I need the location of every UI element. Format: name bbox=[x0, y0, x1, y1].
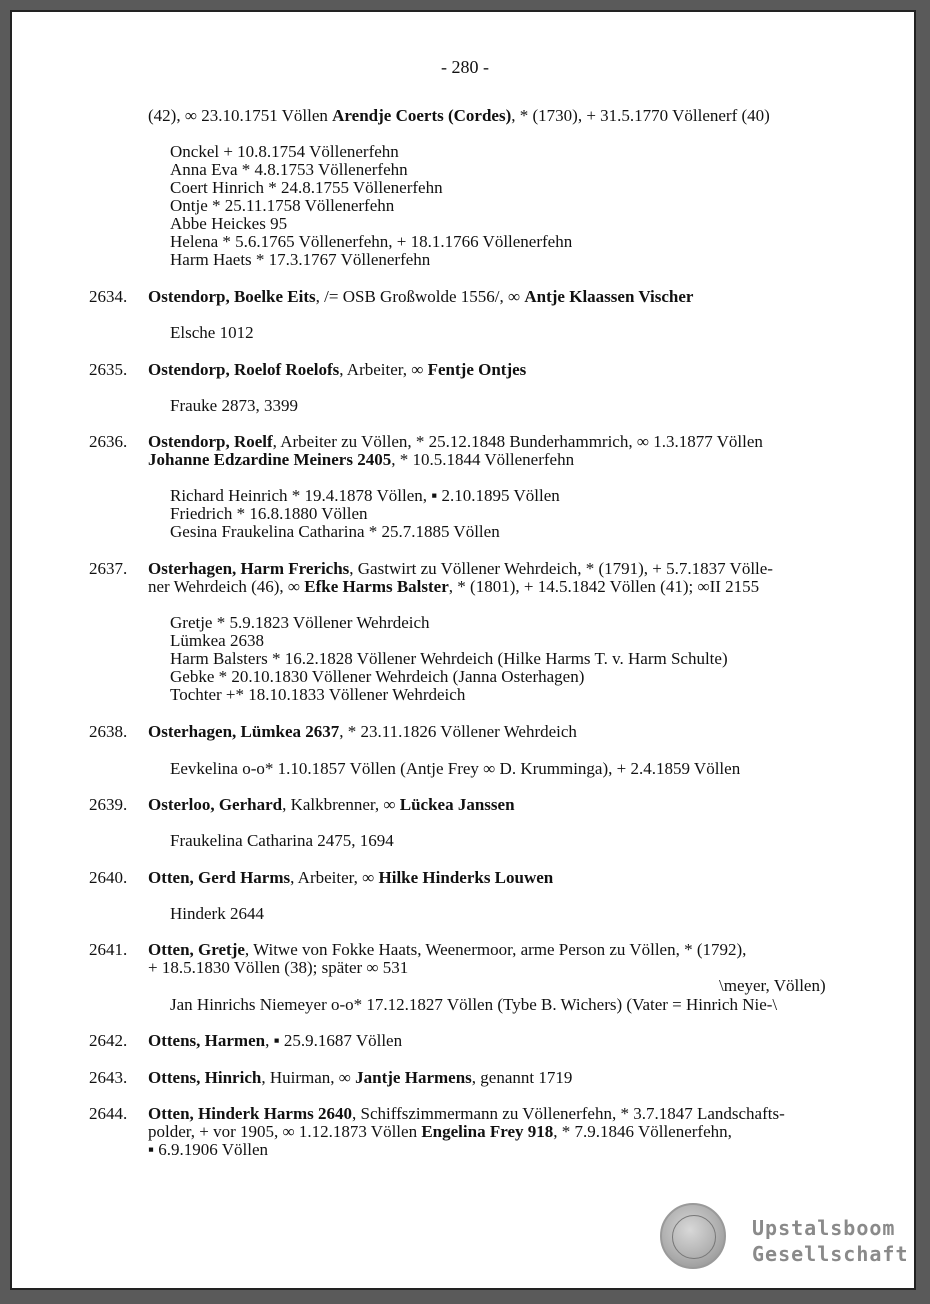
entry-details: , Schiffszimmermann zu Völlenerfehn, * 3.7.1847 Landschafts- bbox=[352, 1104, 785, 1123]
entry-details: , Huirman, ∞ bbox=[261, 1068, 351, 1087]
society-name-line1: Upstalsboom bbox=[752, 1216, 896, 1240]
entry-2644-line2 bbox=[148, 1122, 732, 1141]
entry-2642-line bbox=[148, 1031, 402, 1050]
entry-details: , Arbeiter zu Völlen, * 25.12.1848 Bunderhammrich, ∞ 1.3.1877 Völlen bbox=[272, 432, 763, 451]
entry-2641-line2: + 18.5.1830 Völlen (38); später ∞ 531 bbox=[148, 958, 409, 977]
entry-number: 2634. bbox=[89, 287, 128, 306]
entry-name: Osterloo, Gerhard bbox=[148, 795, 283, 814]
entry-details: polder, + vor 1905, ∞ 1.12.1873 Völlen bbox=[148, 1122, 418, 1141]
entry-2639-line bbox=[148, 795, 515, 814]
entry-name: Ottens, Hinrich bbox=[148, 1068, 262, 1087]
society-name-line2: Gesellschaft bbox=[752, 1242, 909, 1266]
child-entry: Elsche 1012 bbox=[170, 323, 254, 342]
entry-2641-line1 bbox=[148, 940, 746, 959]
spouse-name: Efke Harms Balster bbox=[304, 577, 449, 596]
child-entry: Gebke * 20.10.1830 Völlener Wehrdeich (Janna Osterhagen) bbox=[170, 667, 585, 686]
spouse-name: Lückea Janssen bbox=[399, 795, 515, 814]
child-entry: Harm Balsters * 16.2.1828 Völlener Wehrdeich (Hilke Harms T. v. Harm Schulte) bbox=[170, 649, 728, 668]
child-entry: Richard Heinrich * 19.4.1878 Völlen, ▪ 2.10.1895 Völlen bbox=[170, 486, 560, 505]
entry-name: Ostendorp, Boelke Eits bbox=[148, 287, 316, 306]
spouse-name: Johanne Edzardine Meiners 2405 bbox=[148, 450, 392, 469]
entry-name: Ostendorp, Roelof Roelofs bbox=[148, 360, 340, 379]
spouse-name: Antje Klaassen Vischer bbox=[524, 287, 694, 306]
child-entry: Hinderk 2644 bbox=[170, 904, 264, 923]
child-entry: Tochter +* 18.10.1833 Völlener Wehrdeich bbox=[170, 685, 466, 704]
entry-2640-line bbox=[148, 868, 553, 887]
overflow-continuation: \meyer, Völlen) bbox=[719, 976, 826, 995]
entry-2636-line2 bbox=[148, 450, 574, 469]
entry-details: , /= OSB Großwolde 1556/, ∞ bbox=[315, 287, 521, 306]
child-entry: Ontje * 25.11.1758 Völlenerfehn bbox=[170, 196, 395, 215]
entry-number: 2640. bbox=[89, 868, 128, 887]
entry-number: 2639. bbox=[89, 795, 128, 814]
child-entry: Helena * 5.6.1765 Völlenerfehn, + 18.1.1766 Völlenerfehn bbox=[170, 232, 573, 251]
child-entry: Fraukelina Catharina 2475, 1694 bbox=[170, 831, 394, 850]
entry-name: Osterhagen, Lümkea 2637 bbox=[148, 722, 340, 741]
child-entry: Frauke 2873, 3399 bbox=[170, 396, 298, 415]
entry-name: Ottens, Harmen bbox=[148, 1031, 266, 1050]
entry-number: 2638. bbox=[89, 722, 128, 741]
entry-number: 2642. bbox=[89, 1031, 128, 1050]
child-entry: Harm Haets * 17.3.1767 Völlenerfehn bbox=[170, 250, 431, 269]
child-entry: Abbe Heickes 95 bbox=[170, 214, 288, 233]
entry-number: 2637. bbox=[89, 559, 128, 578]
child-entry: Anna Eva * 4.8.1753 Völlenerfehn bbox=[170, 160, 408, 179]
entry-name: Otten, Gerd Harms bbox=[148, 868, 291, 887]
entry-details: , * 23.11.1826 Völlener Wehrdeich bbox=[339, 722, 577, 741]
entry-details: ner Wehrdeich (46), ∞ bbox=[148, 577, 301, 596]
entry-name: Otten, Gretje bbox=[148, 940, 245, 959]
entry-name: Ostendorp, Roelf bbox=[148, 432, 273, 451]
entry-details: , ▪ 25.9.1687 Völlen bbox=[265, 1031, 403, 1050]
entry-details: , Arbeiter, ∞ bbox=[290, 868, 375, 887]
entry-2634-line bbox=[148, 287, 693, 306]
child-entry: Lümkea 2638 bbox=[170, 631, 264, 650]
entry-2637-line1 bbox=[148, 559, 773, 578]
entry-details: , genannt 1719 bbox=[471, 1068, 573, 1087]
continuation-line: (42), ∞ 23.10.1751 Völlen Arendje Coerts (Cordes), * (1730), + 31.5.1770 Völlenerf (40) bbox=[148, 106, 770, 125]
entry-number: 2641. bbox=[89, 940, 128, 959]
spouse-name: Jantje Harmens bbox=[355, 1068, 472, 1087]
entry-number: 2636. bbox=[89, 432, 128, 451]
child-entry: Onckel + 10.8.1754 Völlenerfehn bbox=[170, 142, 399, 161]
child-entry: Friedrich * 16.8.1880 Völlen bbox=[170, 504, 368, 523]
child-entry: Jan Hinrichs Niemeyer o-o* 17.12.1827 Völlen (Tybe B. Wichers) (Vater = Hinrich Nie-\ bbox=[170, 995, 778, 1014]
entry-2638-line bbox=[148, 722, 577, 741]
spouse-name: Engelina Frey 918 bbox=[421, 1122, 554, 1141]
entry-2637-line2 bbox=[148, 577, 759, 596]
society-seal-icon bbox=[660, 1203, 726, 1269]
entry-details: , * 7.9.1846 Völlenerfehn, bbox=[553, 1122, 732, 1141]
child-entry: Eevkelina o-o* 1.10.1857 Völlen (Antje Frey ∞ D. Krumminga), + 2.4.1859 Völlen bbox=[170, 759, 741, 778]
entry-number: 2643. bbox=[89, 1068, 128, 1087]
entry-details: , Gastwirt zu Völlener Wehrdeich, * (1791), + 5.7.1837 Völle- bbox=[349, 559, 773, 578]
spouse-name: Fentje Ontjes bbox=[427, 360, 527, 379]
entry-2635-line bbox=[148, 360, 526, 379]
entry-details: , Kalkbrenner, ∞ bbox=[282, 795, 396, 814]
entry-name: Otten, Hinderk Harms 2640 bbox=[148, 1104, 352, 1123]
entry-details: , * 10.5.1844 Völlenerfehn bbox=[391, 450, 575, 469]
entry-details: , Arbeiter, ∞ bbox=[339, 360, 424, 379]
spouse-name: Hilke Hinderks Louwen bbox=[378, 868, 554, 887]
entry-name: Osterhagen, Harm Frerichs bbox=[148, 559, 350, 578]
entry-2644-line3: ▪ 6.9.1906 Völlen bbox=[148, 1140, 268, 1159]
entry-details: , Witwe von Fokke Haats, Weenermoor, arme Person zu Völlen, * (1792), bbox=[244, 940, 747, 959]
entry-number: 2644. bbox=[89, 1104, 128, 1123]
child-entry: Gesina Fraukelina Catharina * 25.7.1885 Völlen bbox=[170, 522, 500, 541]
entry-details: , * (1801), + 14.5.1842 Völlen (41); ∞II 2155 bbox=[448, 577, 760, 596]
entry-2643-line bbox=[148, 1068, 572, 1087]
spouse-name: Arendje Coerts (Cordes) bbox=[332, 106, 512, 125]
entry-2636-line1 bbox=[148, 432, 763, 451]
child-entry: Gretje * 5.9.1823 Völlener Wehrdeich bbox=[170, 613, 430, 632]
entry-number: 2635. bbox=[89, 360, 128, 379]
child-entry: Coert Hinrich * 24.8.1755 Völlenerfehn bbox=[170, 178, 443, 197]
page-number: - 280 - bbox=[441, 57, 489, 77]
entry-2644-line1 bbox=[148, 1104, 785, 1123]
